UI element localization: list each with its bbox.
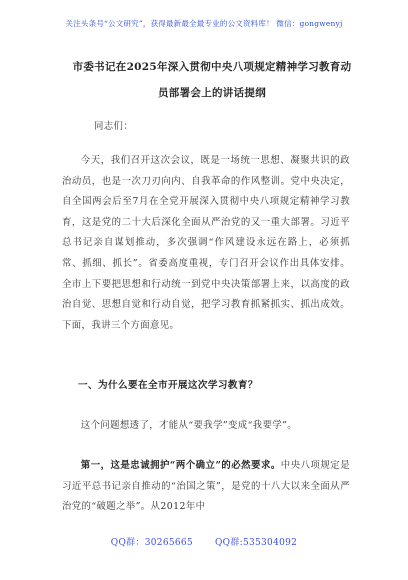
title-line-1: 市委书记在2025年深入贯彻中央八项规定精神学习教育动 xyxy=(72,61,352,73)
paragraph-2: 这个问题想透了，才能从“要我学”变成“我要学”。 xyxy=(80,420,298,431)
title-line-2: 员部署会上的讲话提纲 xyxy=(158,87,266,99)
footer-qq-group-2: QQ群:535304092 xyxy=(214,538,298,548)
paragraph-3-body: 中央八项规定是习近平总书记亲自推动的“治国之策”，是党的十八大以来全面从严治党的“破题之举”。从2012年中 xyxy=(62,460,350,513)
section-heading-1: 一、为什么要在全市开展这次学习教育？ xyxy=(78,380,258,391)
paragraph-3 xyxy=(62,456,350,518)
greeting: 同志们： xyxy=(94,121,134,132)
paragraph-intro: 今天，我们召开这次会议，既是一场统一思想、凝聚共识的政治动员，也是一次刀刃向内、自我革命的作风整训。党中央决定，自全国两会后至7月在全党开展深入贯彻中央八项规定精神学习教育，这是党的二十大后深化全面从严治党的又一重大部署。习近平总书记亲自谋划推动，多次强调“作风建设永远在路上，必须抓常、抓细、抓长”。省委高度重视，专门召开会议作出具体安排。全市上下要把思想和行动统一到党中央决策部署上来，以高度的政治自觉、思想自觉和行动自觉，把学习教育抓紧抓实、抓出成效。下面，我讲三个方面意见。 xyxy=(62,155,350,331)
footer-qq-group-1: QQ群：30265665 xyxy=(110,538,193,548)
page-title xyxy=(62,54,362,106)
footer-contact xyxy=(0,535,408,548)
paragraph-3-lead: 第一，这是忠诚拥护“两个确立”的必然要求。 xyxy=(80,460,281,471)
header-banner: 关注头条号“公文研究”，获得最新最全最专业的公文资料库！ 微信：gongwenyj xyxy=(65,19,343,28)
